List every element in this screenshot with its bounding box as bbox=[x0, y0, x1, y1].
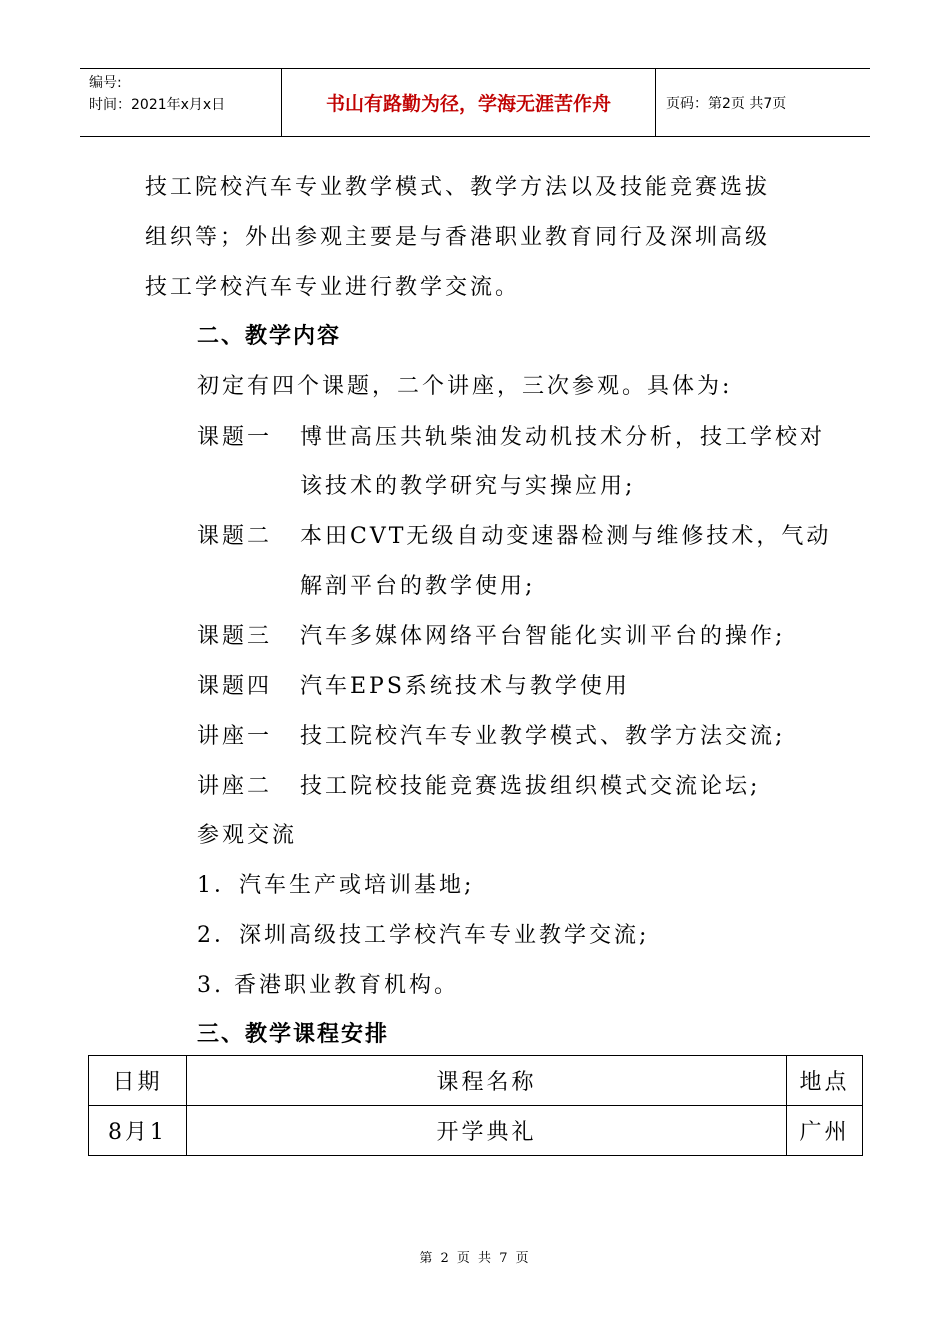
header-motto: 书山有路勤为径，学海无涯苦作舟 bbox=[282, 69, 656, 136]
column-header-location: 地点 bbox=[787, 1056, 863, 1106]
cell-location: 广州 bbox=[787, 1106, 863, 1156]
visit-item: 1．汽车生产或培训基地; bbox=[197, 873, 475, 898]
document-date: 时间：2021年x月x日 bbox=[89, 97, 226, 113]
topic-text: 博世高压共轨柴油发动机技术分析，技工学校对 bbox=[300, 425, 826, 450]
lecture-text: 技工院校汽车专业教学模式、教学方法交流; bbox=[300, 724, 786, 749]
topic-label: 课题二 bbox=[197, 524, 273, 549]
header-meta bbox=[80, 69, 282, 136]
topic-text: 汽车多媒体网络平台智能化实训平台的操作; bbox=[300, 624, 786, 649]
topic-text: 解剖平台的教学使用; bbox=[300, 574, 536, 599]
section-heading: 三、教学课程安排 bbox=[197, 1022, 390, 1047]
topic-label: 课题一 bbox=[197, 425, 273, 450]
paragraph-line: 组织等；外出参观主要是与香港职业教育同行及深圳高级 bbox=[145, 225, 771, 250]
table-header-row bbox=[89, 1056, 863, 1106]
visit-item: 3. 香港职业教育机构。 bbox=[197, 973, 459, 998]
lecture-label: 讲座一 bbox=[197, 724, 273, 749]
intro-text: 初定有四个课题，二个讲座，三次参观。具体为: bbox=[197, 374, 733, 399]
column-header-date: 日期 bbox=[89, 1056, 187, 1106]
topic-label: 课题四 bbox=[197, 674, 273, 699]
page-header bbox=[80, 68, 870, 137]
paragraph-line: 技工院校汽车专业教学模式、教学方法以及技能竞赛选拔 bbox=[145, 175, 771, 200]
column-header-course: 课程名称 bbox=[186, 1056, 786, 1106]
cell-course: 开学典礼 bbox=[186, 1106, 786, 1156]
section-heading: 二、教学内容 bbox=[197, 324, 342, 349]
table-row bbox=[89, 1106, 863, 1156]
visit-item: 2．深圳高级技工学校汽车专业教学交流; bbox=[197, 923, 650, 948]
lecture-label: 讲座二 bbox=[197, 774, 273, 799]
visit-heading: 参观交流 bbox=[197, 823, 298, 848]
topic-text: 汽车EPS系统技术与教学使用 bbox=[300, 674, 630, 699]
cell-date: 8月1 bbox=[89, 1106, 187, 1156]
document-number: 编号: bbox=[89, 75, 122, 91]
topic-text: 本田CVT无级自动变速器检测与维修技术，气动 bbox=[300, 524, 832, 549]
header-page-info: 页码：第2页 共7页 bbox=[666, 95, 787, 112]
schedule-table bbox=[88, 1055, 863, 1156]
topic-text: 该技术的教学研究与实操应用; bbox=[300, 474, 636, 499]
paragraph-line: 技工学校汽车专业进行教学交流。 bbox=[145, 275, 521, 300]
lecture-text: 技工院校技能竞赛选拔组织模式交流论坛; bbox=[300, 774, 761, 799]
topic-label: 课题三 bbox=[197, 624, 273, 649]
page-footer: 第 2 页 共 7 页 bbox=[419, 1251, 531, 1266]
